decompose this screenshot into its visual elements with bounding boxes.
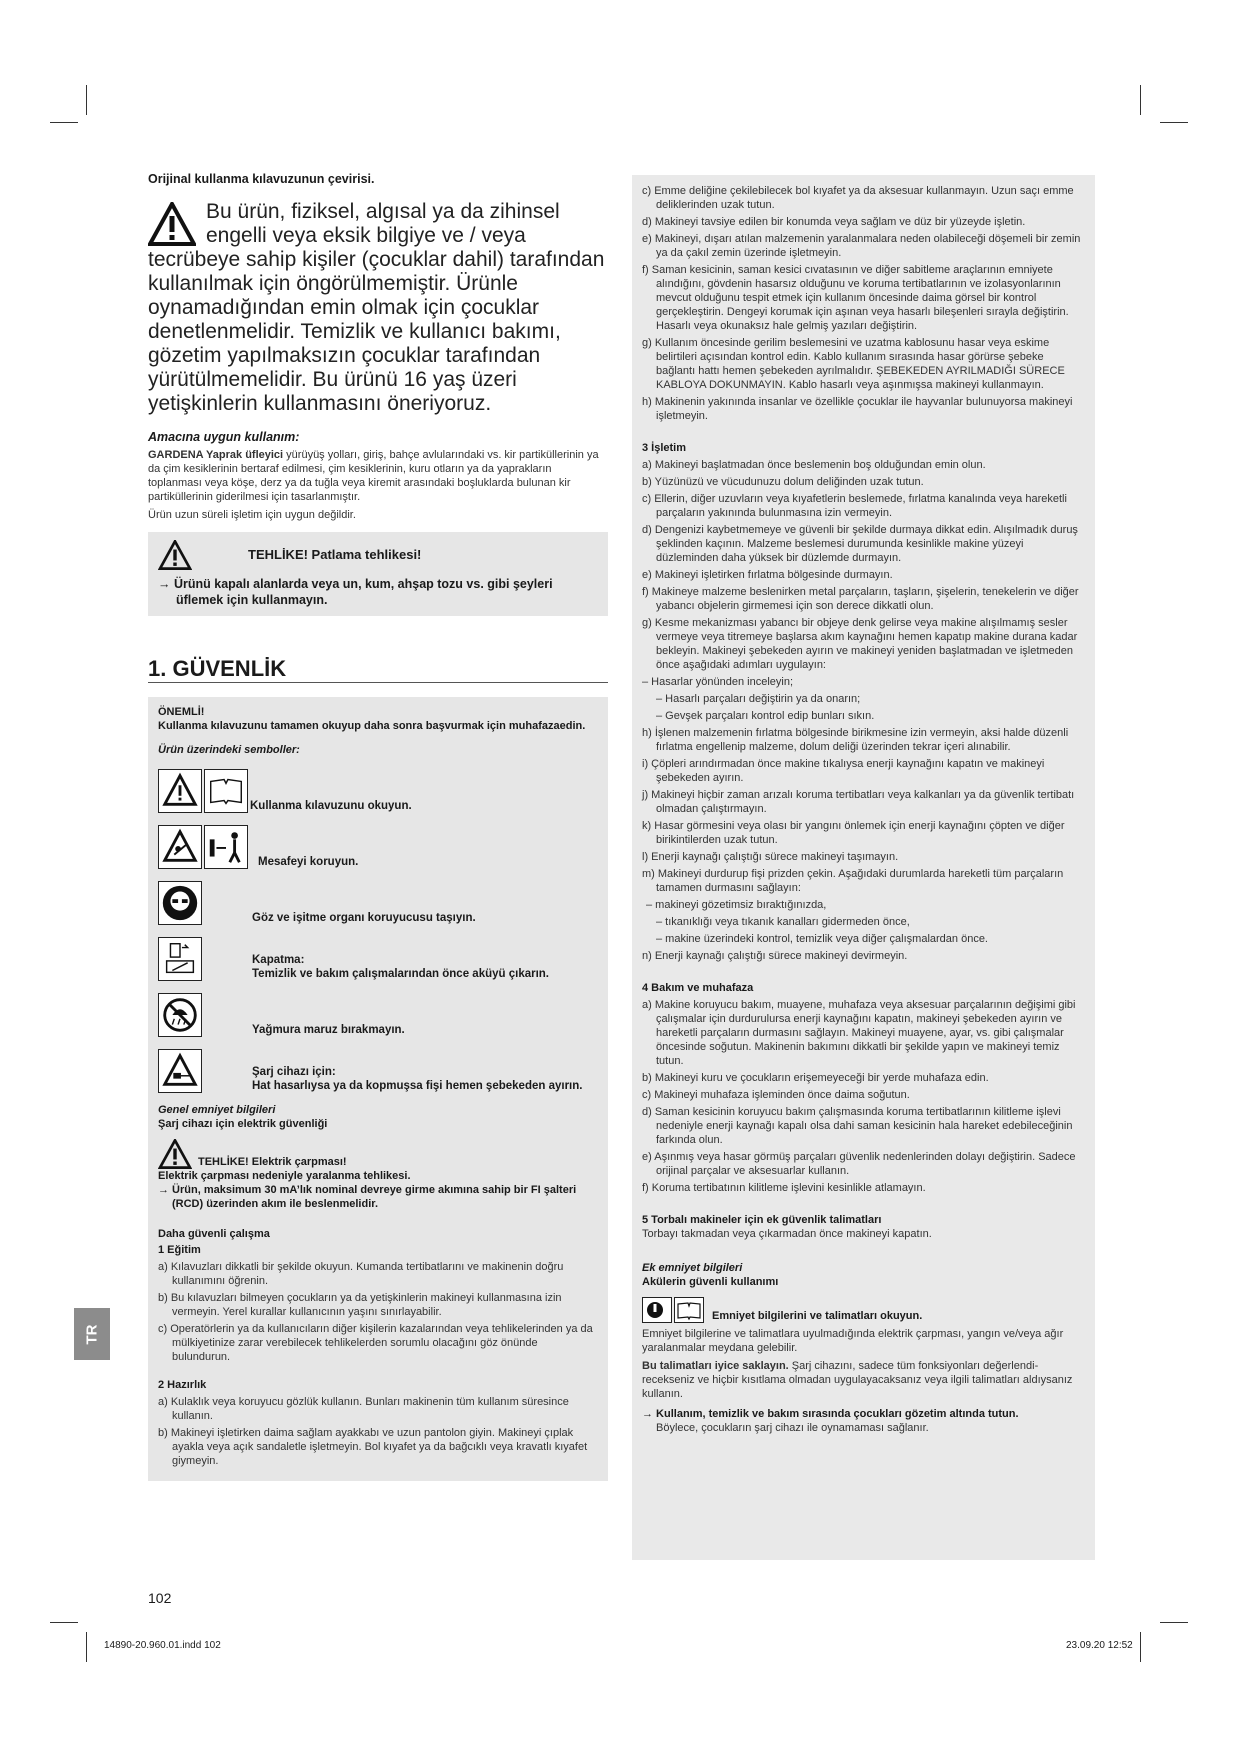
supervise-children-text: Böylece, çocukların şarj cihazı ile oynamaması sağlanır.	[656, 1422, 929, 1434]
maintenance-title: 4 Bakım ve muhafaza	[642, 982, 754, 994]
important-title: ÖNEMLİ!	[158, 706, 205, 718]
list-item: d) Dengenizi kaybetmemeye ve güvenli bir şekilde durmaya dikkat edin. Alışılmadık duruş şeklinden kaçının. Malzeme beslemesi durumunda kesinlikle makine yüzeyi düzleminden daha yüksek bir düzlemde durmayın.	[642, 524, 1078, 564]
read-instructions-icon	[642, 1297, 672, 1323]
footer-date: 23.09.20 12:52	[1066, 1640, 1133, 1651]
symbol-label-line2: Hat hasarlıysa ya da kopmuşsa fişi hemen şebekeden ayırın.	[252, 1080, 583, 1092]
safe-work-title: Daha güvenli çalışma	[158, 1228, 270, 1240]
symbol-label: Yağmura maruz bırakmayın.	[252, 1024, 405, 1036]
warning-triangle-icon	[148, 202, 196, 246]
symbol-row	[158, 933, 598, 981]
read-instructions-row	[642, 1297, 1085, 1323]
section-title-safety: 1. GÜVENLİK	[148, 662, 608, 683]
symbol-row	[158, 989, 598, 1037]
list-item: h) İşlenen malzemenin fırlatma bölgesinde birikmesine izin vermeyin, aksi halde düzenli fırlatma engellenip malzeme, dolum deliği üzerinden tekrar içeri alınabilir.	[642, 727, 1069, 753]
explosion-danger-title: TEHLİKE! Patlama tehlikesi!	[248, 547, 422, 562]
language-tab	[74, 1308, 110, 1360]
extra-safety-title: Ek emniyet bilgileri	[642, 1262, 743, 1274]
crop-mark	[86, 1632, 87, 1662]
electric-danger-text: → Ürün, maksimum 30 mA’lık nominal devreye girme akımına sahip bir FI şalteri (RCD) üzerinden akım ile beslenmelidir.	[158, 1184, 577, 1210]
general-warning	[148, 200, 608, 416]
crop-mark	[50, 1622, 78, 1623]
list-item: a) Makine koruyucu bakım, muayene, muhafaza veya aksesuar parçalarının değişimi gibi çalışmalar için durdurulursa enerji kaynağını kapatın, makineyi şebekeden ayırın ve hareketli parçaların durmasını sağlayın. Makineyi muayene, ayar, vs. gibi çalışmalar öncesinde soğutun. Makinenin bakımını dikkatli bir şekilde yapın ve makineyi temiz tutun.	[642, 999, 1076, 1067]
symbol-label: Mesafeyi koruyun.	[258, 856, 359, 868]
symbol-row	[158, 877, 598, 925]
list-item: b) Makineyi kuru ve çocukların erişemeyeceği bir yerde muhafaza edin.	[642, 1072, 989, 1084]
crop-mark	[1160, 1622, 1188, 1623]
left-column	[148, 172, 608, 1481]
preparation-title: 2 Hazırlık	[158, 1379, 207, 1391]
language-tab-label: TR	[83, 1324, 101, 1344]
explosion-danger-text: → Ürünü kapalı alanlarda veya un, kum, ahşap tozu vs. gibi şeyleri üflemek için kullanmayın.	[158, 577, 553, 607]
training-title: 1 Eğitim	[158, 1244, 201, 1256]
list-item: a) Kılavuzları dikkatli bir şekilde okuyun. Kumanda tertibatlarını ve makinenin doğru kullanımını öğrenin.	[158, 1261, 564, 1287]
read-instructions-label: Emniyet bilgilerini ve talimatları okuyun.	[712, 1310, 923, 1322]
list-item: k) Hasar görmesini veya olası bir yangını önlemek için enerji kaynağını çöpten ve diğer birikintilerden uzak tutun.	[642, 820, 1065, 846]
electric-danger-title: TEHLİKE! Elektrik çarpması!	[198, 1156, 347, 1168]
warning-triangle-icon	[158, 769, 202, 813]
list-item: h) Makinenin yakınında insanlar ve özellikle çocuklar ile hayvanlar bulunuyorsa makineyi işletmeyin.	[642, 396, 1073, 422]
list-item: g) Kesme mekanizması yabancı bir objeye denk gelirse veya makine alışılmamış sesler vermeye veya titremeye başlarsa akım kaynağını hemen kapatıp makine durana kadar bekleyin. Makineyi şebekeden ayırın ve makineyi yeniden başlatmadan ve işletmeden önce aşağıdaki adımları uygulayın:	[642, 617, 1078, 671]
list-item: b) Bu kılavuzları bilmeyen çocukların ya da yetişkinlerin makineyi kullanmasına izin vermeyin. Yerel kurallar kullanıcının yaşını sınırlayabilir.	[158, 1292, 562, 1318]
manual-book-icon	[204, 769, 248, 813]
symbol-label: Göz ve işitme organı koruyucusu taşıyın.	[252, 912, 476, 924]
no-rain-icon	[158, 993, 202, 1037]
sub-list-item: – tıkanıklığı veya tıkanık kanalları gidermeden önce,	[656, 916, 910, 928]
keep-instructions-bold: Bu talimatları iyice saklayın.	[642, 1360, 789, 1372]
brand-name: GARDENA Yaprak üfleyici	[148, 449, 284, 461]
supervise-children-title: → Kullanım, temizlik ve bakım sırasında çocukları gözetim altında tutun.	[642, 1408, 1019, 1420]
list-item: e) Makineyi işletirken fırlatma bölgesinde durmayın.	[642, 569, 893, 581]
manual-book-icon	[674, 1297, 704, 1323]
intended-use-body: yürüyüş yolları, giriş, bahçe avlularındaki vs. kir partiküllerinin ya da çim kesiklerinin bertaraf edilmesi, çim kesiklerinin, kuru otların ya da yaprakların toplanması veya köşe, derz ya da tuğla veya kiremit arasındaki boşluklarda bulunan kir partiküllerinin giderilmesi için tasarlanmıştır.	[148, 449, 599, 503]
bag-machines-text: Torbayı takmadan veya çıkarmadan önce makineyi kapatın.	[642, 1228, 932, 1240]
symbol-row	[158, 765, 598, 813]
intended-use-text	[148, 448, 608, 504]
list-item: d) Makineyi tavsiye edilen bir konumda veya sağlam ve düz bir yüzeyde işletin.	[642, 216, 1026, 228]
right-column	[632, 175, 1095, 1560]
symbol-label-line2: Temizlik ve bakım çalışmalarından önce aküyü çıkarın.	[252, 968, 550, 980]
electric-danger-subtitle: Elektrik çarpması nedeniyle yaralanma tehlikesi.	[158, 1170, 411, 1182]
intended-use-note: Ürün uzun süreli işletim için uygun değildir.	[148, 509, 356, 521]
list-item: f) Saman kesicinin, saman kesici cıvatasının ve diğer sabitleme araçlarının emniyete alındığını, gövdenin hasarsız olduğunu ve koruma tertibatlarının ve izolasyonlarının mevcut olduğunu tespit etmek için kullanım öncesinde daima görsel bir kontrol gerçekleştirin. Dengeyi korumak için aşınan veya hasarlı bileşenleri sırayla değiştirin. Hasarlı veya okunaksız hale gelmiş yazıları değiştirin.	[642, 264, 1069, 332]
crop-mark	[1140, 85, 1141, 115]
list-item: c) Operatörlerin ya da kullanıcıların diğer kişilerin kazalarından veya tehlikelerinden ya da mülkiyetinize zarar verebilecek tehlikelerden sorumlu olacağını göz önünde bulundurun.	[158, 1323, 593, 1363]
sub-list-item: – makine üzerindeki kontrol, temizlik veya diğer çalışmalardan önce.	[656, 933, 988, 945]
warning-triangle-icon	[158, 1139, 192, 1169]
symbol-label: Kullanma kılavuzunu okuyun.	[250, 800, 412, 812]
list-item: c) Emme deliğine çekilebilecek bol kıyafet ya da aksesuar kullanmayın. Uzun saçı emme deliklerinden uzak tutun.	[642, 185, 1074, 211]
intended-use-title: Amacına uygun kullanım:	[148, 430, 300, 444]
list-item: e) Makineyi, dışarı atılan malzemenin yaralanmalara neden olabileceği döşemeli bir zemin ya da çakıl zemin üzerinde işletmeyin.	[642, 233, 1081, 259]
thrown-objects-icon	[158, 825, 202, 869]
list-item: j) Makineyi hiçbir zaman arızalı koruma tertibatları veya kalkanları ya da güvenlik tertibatı olmadan çalıştırmayın.	[642, 789, 1075, 815]
page-number: 102	[148, 1590, 172, 1606]
list-item: f) Koruma tertibatının kilitleme işlevini kesinlikle atlamayın.	[642, 1182, 926, 1194]
remove-battery-icon	[158, 937, 202, 981]
keep-instructions-text	[642, 1359, 1085, 1401]
sub-list-item: – makineyi gözetimsiz bıraktığınızda,	[646, 899, 827, 911]
crop-mark	[1160, 122, 1188, 123]
sub-list-item: – Hasarlı parçaları değiştirin ya da onarın;	[656, 693, 861, 705]
symbol-label	[252, 953, 549, 981]
list-item: a) Kulaklık veya koruyucu gözlük kullanın. Bunları makinenin tüm kullanım süresince kullanın.	[158, 1396, 569, 1422]
general-warning-text: Bu ürün, fiziksel, algısal ya da zihinsel engelli veya eksik bilgiye ve / veya tecrübeye sahip kişiler (çocuklar dahil) tarafından kullanılmak için öngörülmemiştir. Ürünle oynamadığından emin olmak için çocuklar denetlenmelidir. Temizlik ve kullanıcı bakımı, gözetim yapılmaksızın çocuklar tarafından yürütülmemelidir. Bu ürünü 16 yaş üzeri yetişkinlerin kullanmasını öneriyoruz.	[148, 200, 605, 415]
safety-box	[148, 697, 608, 1481]
list-item: b) Yüzünüzü ve vücudunuzu dolum deliğinden uzak tutun.	[642, 476, 924, 488]
electric-plug-warning-icon	[158, 1049, 202, 1093]
footer-file: 14890-20.960.01.indd 102	[104, 1640, 221, 1651]
battery-safety-title: Akülerin güvenli kullanımı	[642, 1276, 779, 1288]
read-instructions-text: Emniyet bilgilerine ve talimatlara uyulmadığında elektrik çarpması, yangın ve/veya ağır yaralanmalar meydana gelebilir.	[642, 1328, 1064, 1354]
bag-machines-title: 5 Torbalı makineler için ek güvenlik talimatları	[642, 1214, 882, 1226]
list-item: f) Makineye malzeme beslenirken metal parçaların, taşların, şişelerin, tenekelerin ve diğer yabancı objelerin girmemesi için son derece dikkatli olun.	[642, 586, 1079, 612]
list-item: g) Kullanım öncesinde gerilim beslemesini ve uzatma kablosunu hasar veya eskime belirtileri açısından kontrol edin. Kablo kullanım sırasında hasar görürse şebeke bağlantı hattı hemen şebekeden ayrılmalıdır. ŞEBEKEDEN AYRILMADIĞI SÜRECE KABLOYA DOKUNMAYIN. Kablo hasarlı veya aşınmışsa makineyi kullanmayın.	[642, 337, 1065, 391]
list-item: d) Saman kesicinin koruyucu bakım çalışmasında koruma tertibatlarının kilitleme işlevi nedeniyle enerji kaynağı kapalı olsa dahi saman kesicinin hala hareket edebileceğinin farkında olun.	[642, 1106, 1073, 1146]
charger-electrical-safety-title: Şarj cihazı için elektrik güvenliği	[158, 1118, 328, 1130]
list-item: c) Makineyi muhafaza işleminden önce daima soğutun.	[642, 1089, 910, 1101]
list-item: m) Makineyi durdurup fişi prizden çekin. Aşağıdaki durumlarda hareketli tüm parçaların tamamen durmasını sağlayın:	[642, 868, 1064, 894]
explosion-danger-box	[148, 532, 608, 616]
symbol-row	[158, 1045, 598, 1093]
symbol-label	[252, 1065, 582, 1093]
eye-ear-protection-icon	[158, 881, 202, 925]
page-subtitle: Orijinal kullanma kılavuzunun çevirisi.	[148, 172, 375, 186]
crop-mark	[50, 122, 78, 123]
warning-triangle-icon	[158, 540, 192, 570]
list-item: n) Enerji kaynağı çalıştığı sürece makineyi devirmeyin.	[642, 950, 908, 962]
symbols-title: Ürün üzerindeki semboller:	[158, 744, 300, 756]
operation-title: 3 İşletim	[642, 442, 687, 454]
list-item: l) Enerji kaynağı çalıştığı sürece makineyi taşımayın.	[642, 851, 899, 863]
crop-mark	[86, 85, 87, 115]
list-item: e) Aşınmış veya hasar görmüş parçaları güvenlik nedenlerinden dolayı değiştirin. Sadece orijinal parçalar ve aksesuarlar kullanın.	[642, 1151, 1076, 1177]
electric-danger-row	[158, 1139, 598, 1169]
general-safety-title: Genel emniyet bilgileri	[158, 1104, 276, 1116]
symbol-label-line1: Kapatma:	[252, 954, 305, 966]
symbol-label-line1: Şarj cihazı için:	[252, 1066, 336, 1078]
keep-instructions-body: Şarj cihazını, sadece tüm fonksiyonları değerlendirecekseniz ve hiçbir kısıtlama olmadan uygulayacaksanız veya ilgili talimatları aldıysanız kullanın.	[642, 1360, 1073, 1400]
keep-distance-icon	[204, 825, 248, 869]
list-item: i) Çöpleri arındırmadan önce makine tıkalıysa enerji kaynağını kapatın ve makineyi şebekeden ayırın.	[642, 758, 1045, 784]
list-item: a) Makineyi başlatmadan önce beslemenin boş olduğundan emin olun.	[642, 459, 986, 471]
list-item: b) Makineyi işletirken daima sağlam ayakkabı ve uzun pantolon giyin. Makineyi çıplak ayakla veya açık sandaletle işletmeyin. Bol kıyafet ya da bağcıklı veya kravatlı kıyafet giymeyin.	[158, 1427, 588, 1467]
crop-mark	[1140, 1632, 1141, 1662]
symbol-row	[158, 821, 598, 869]
sub-list-item: – Gevşek parçaları kontrol edip bunları sıkın.	[656, 710, 875, 722]
sub-list-item: – Hasarlar yönünden inceleyin;	[642, 676, 794, 688]
important-text: Kullanma kılavuzunu tamamen okuyup daha sonra başvurmak için muhafazaedin.	[158, 720, 586, 732]
list-item: c) Ellerin, diğer uzuvların veya kıyafetlerin beslemede, fırlatma kanalında veya hareketli parçaların yakınında bulunmasına izin vermeyin.	[642, 493, 1067, 519]
